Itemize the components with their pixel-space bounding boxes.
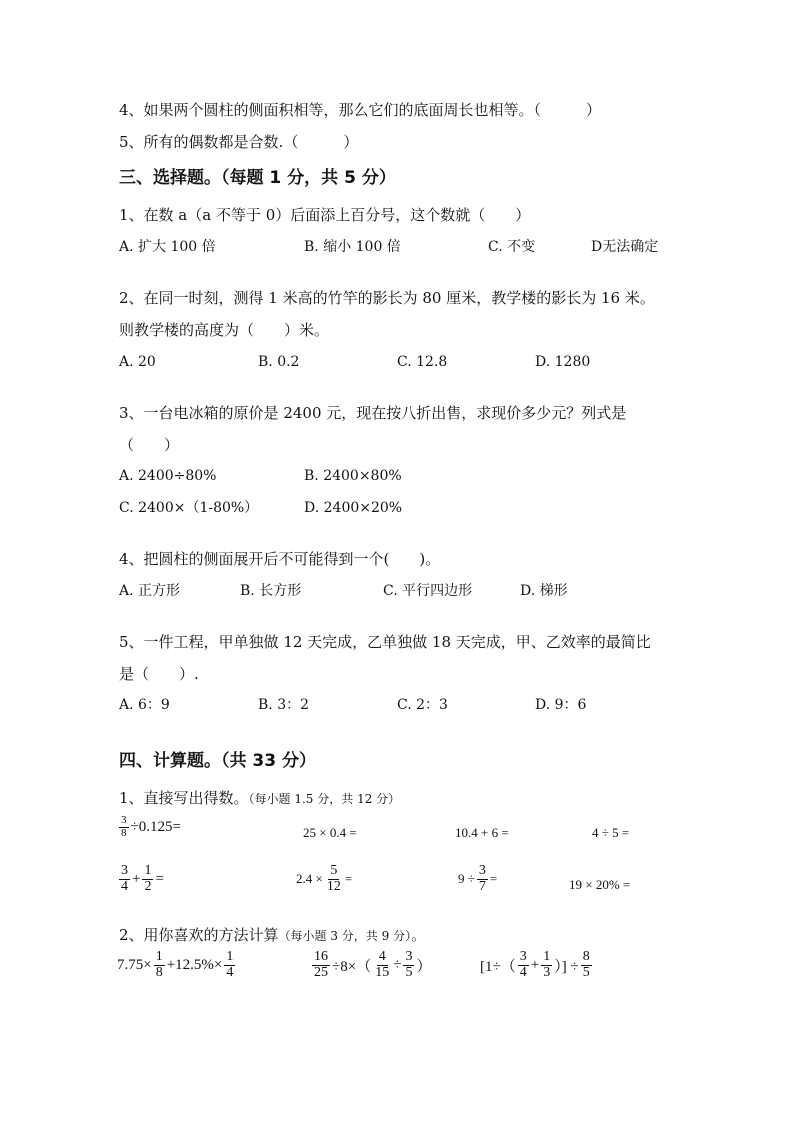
calc-q1-item-4: 4 ÷ 5 = <box>592 825 630 840</box>
choice-q3-option-b: B. 2400×80% <box>304 468 402 484</box>
calc-q1-item-6: 2.4 × $\frac{5}{12}$ = <box>296 863 353 894</box>
calc-q2-note: （每小题 3 分，共 9 分） <box>278 929 412 943</box>
choice-q3-option-c: C. 2400×（1-80%） <box>119 500 259 516</box>
choice-q3-option-d: D. 2400×20% <box>304 500 403 516</box>
choice-q1-option-b: B. 缩小 100 倍 <box>304 239 401 255</box>
calc-q1-note: （每小题 1.5 分，共 12 分） <box>248 792 401 806</box>
calc-q1-item-5: $\frac{3}{4}$ + $\frac{1}{2}$ = <box>121 863 164 894</box>
choice-q2-option-a: A. 20 <box>119 354 156 370</box>
choice-q1-option-c: C. 不变 <box>488 239 536 255</box>
calc-q2-title: 2、用你喜欢的方法计算（每小题 3 分，共 9 分）。 <box>119 926 427 944</box>
choice-q5-option-c: C. 2：3 <box>397 697 448 713</box>
choice-q5-option-b: B. 3：2 <box>258 697 310 713</box>
calc-q1-item-7: 9 ÷ $\frac{3}{7}$ = <box>458 863 498 894</box>
choice-q3-text-line1: 3、一台电冰箱的原价是 2400 元，现在按八折出售，求现价多少元？列式是 <box>119 404 627 422</box>
calc-q2-item-3: [1÷（ $\frac{3}{4}$ + $\frac{1}{3}$ ）] ÷ $\frac{8}{5}$ <box>480 949 590 980</box>
choice-q3-option-a: A. 2400÷80% <box>119 468 217 484</box>
choice-q2-option-d: D. 1280 <box>535 354 591 370</box>
calc-q1-item-8: 19 × 20% = <box>569 877 631 892</box>
choice-q4-option-b: B. 长方形 <box>240 583 302 599</box>
choice-q2-option-b: B. 0.2 <box>258 354 300 370</box>
choice-q5-text-line2: 是（ ）. <box>119 665 199 683</box>
fraction: $\frac{3}{8}$ <box>121 814 127 839</box>
fraction: $\frac{5}{12}$ <box>326 863 341 894</box>
choice-q5-text-line1: 5、一件工程，甲单独做 12 天完成，乙单独做 18 天完成，甲、乙效率的最简比 <box>119 633 651 651</box>
section-heading-choice: 三、选择题。（每题 1 分，共 5 分） <box>119 168 396 188</box>
choice-q3-text-line2: （ ） <box>119 436 180 454</box>
choice-q1-option-d: D无法确定 <box>591 239 659 255</box>
fraction: $\frac{1}{4}$ <box>226 949 234 980</box>
choice-q5-option-d: D. 9：6 <box>535 697 587 713</box>
judge-question-4: 4、如果两个圆柱的侧面积相等，那么它们的底面周长也相等。（ ） <box>119 101 602 119</box>
calc-q1-item-2: 25 × 0.4 = <box>303 825 357 840</box>
fraction: $\frac{3}{7}$ <box>478 863 486 894</box>
choice-q5-option-a: A. 6：9 <box>119 697 170 713</box>
choice-q2-option-c: C. 12.8 <box>397 354 448 370</box>
choice-q1-option-a: A. 扩大 100 倍 <box>119 239 216 255</box>
choice-q4-option-d: D. 梯形 <box>520 583 568 599</box>
fraction: $\frac{3}{4}$ <box>121 863 128 894</box>
fraction: $\frac{16}{25}$ <box>314 949 328 980</box>
section-heading-calc: 四、计算题。（共 33 分） <box>119 751 316 771</box>
calc-q2-item-2: $\frac{16}{25}$ ÷8×（ $\frac{4}{15}$ ÷ $\frac{3}{5}$ ） <box>314 949 432 980</box>
fraction: $\frac{1}{8}$ <box>155 949 163 980</box>
fraction: $\frac{8}{5}$ <box>582 949 590 980</box>
fraction: $\frac{1}{2}$ <box>144 863 152 894</box>
choice-q2-text-line1: 2、在同一时刻，测得 1 米高的竹竿的影长为 80 厘米，教学楼的影长为 16 米。 <box>119 289 655 307</box>
choice-q1-text: 1、在数 a（a 不等于 0）后面添上百分号，这个数就（ ） <box>119 206 531 224</box>
fraction: $\frac{4}{15}$ <box>375 949 390 980</box>
fraction: $\frac{3}{4}$ <box>519 949 527 980</box>
calc-q1-title <box>119 788 400 809</box>
judge-question-5: 5、所有的偶数都是合数.（ ） <box>119 133 359 151</box>
fraction: $\frac{1}{3}$ <box>543 949 551 980</box>
calc-q2-title-text: 2、用你喜欢的方法计算 <box>119 926 279 944</box>
fraction: $\frac{3}{5}$ <box>405 949 413 980</box>
calc-q1-title-text: 1、直接写出得数。 <box>119 789 249 807</box>
calc-q1-item-1: $\frac{3}{8}$ ÷0.125= <box>121 814 181 839</box>
choice-q4-option-a: A. 正方形 <box>119 583 181 599</box>
choice-q4-text: 4、把圆柱的侧面展开后不可能得到一个( )。 <box>119 550 441 568</box>
choice-q4-option-c: C. 平行四边形 <box>383 583 473 599</box>
choice-q2-text-line2: 则教学楼的高度为（ ）米。 <box>119 321 330 339</box>
calc-q1-item-3: 10.4 + 6 = <box>455 825 509 840</box>
calc-q2-item-1: 7.75× $\frac{1}{8}$ +12.5%× $\frac{1}{4}$ <box>117 949 234 980</box>
